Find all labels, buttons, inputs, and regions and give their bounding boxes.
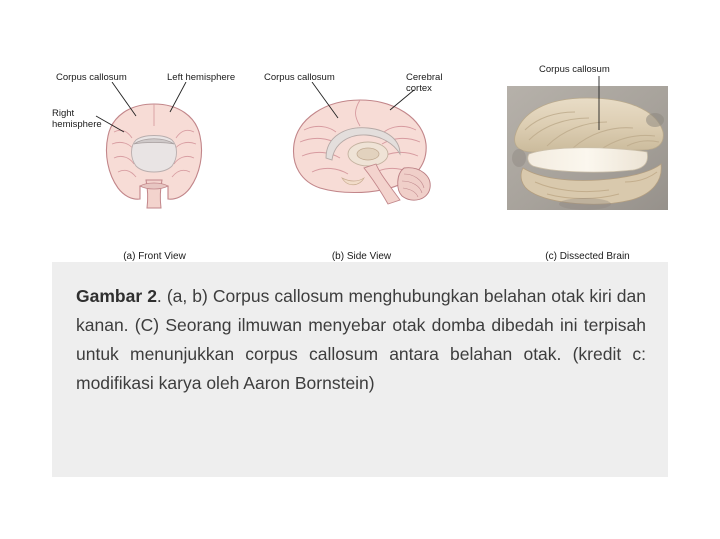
sublabel-side-view: (b) Side View xyxy=(331,251,392,262)
figure-panel-side-view xyxy=(264,60,459,262)
sublabel-dissected-brain: (c) Dissected Brain xyxy=(545,251,630,262)
label-corpus-callosum-side: Corpus callosum xyxy=(264,72,335,83)
label-cerebral-cortex-line2: cortex xyxy=(406,83,432,94)
figure-row xyxy=(52,60,668,262)
label-right-hemisphere-line1: Right xyxy=(52,108,75,119)
figure-panel-dissected-brain xyxy=(507,60,668,262)
caption-body: . (a, b) Corpus callosum menghubungkan belahan otak kiri dan kanan. (C) Seorang ilmuwan menyebar otak domba dibedah ini terpisah untuk menunjukkan corpus callosum antara belahan otak. (kredit c: modifikasi karya oleh Aaron Bornstein) xyxy=(76,286,646,393)
label-corpus-callosum-dissected: Corpus callosum xyxy=(539,64,610,75)
caption-text xyxy=(76,282,646,398)
label-right-hemisphere-line2: hemisphere xyxy=(52,119,102,130)
caption-box xyxy=(52,262,668,477)
front-view-leader-lines xyxy=(52,82,257,217)
caption-figure-number: Gambar 2 xyxy=(76,286,157,306)
label-left-hemisphere: Left hemisphere xyxy=(167,72,236,83)
sublabel-front-view: (a) Front View xyxy=(123,251,186,262)
side-view-leader-lines xyxy=(264,82,459,217)
dissected-leader-line xyxy=(507,74,668,209)
figure-panel-front-view xyxy=(52,60,257,262)
label-cerebral-cortex-line1: Cerebral xyxy=(406,72,443,83)
label-corpus-callosum-front: Corpus callosum xyxy=(56,72,127,83)
